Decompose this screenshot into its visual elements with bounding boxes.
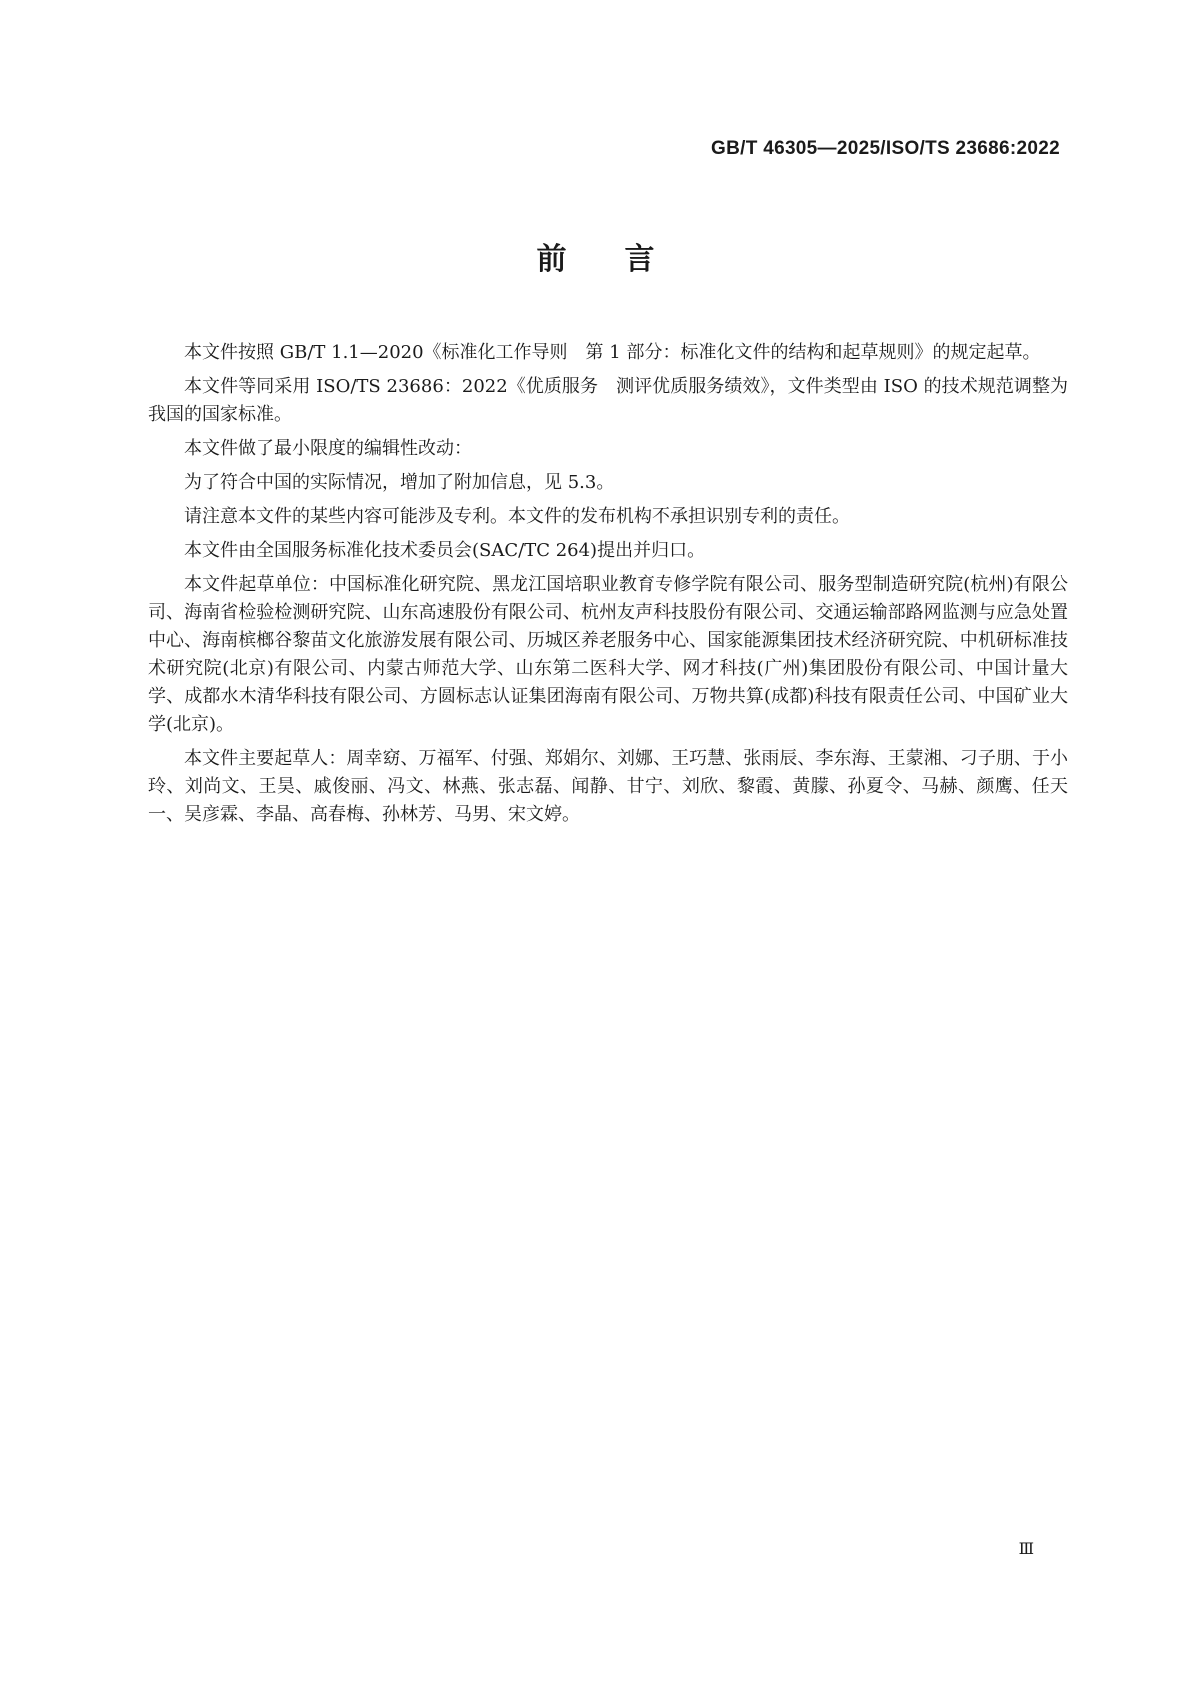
paragraph-adoption: 本文件等同采用 ISO/TS 23686：2022《优质服务 测评优质服务绩效》，文件类型由 ISO 的技术规范调整为我国的国家标准。 bbox=[148, 376, 1068, 425]
paragraph-drafting-units: 本文件起草单位：中国标准化研究院、黑龙江国培职业教育专修学院有限公司、服务型制造研究院(杭州)有限公司、海南省检验检测研究院、山东高速股份有限公司、杭州友声科技股份有限公司、交通运输部路网监测与应急处置中心、海南槟榔谷黎苗文化旅游发展有限公司、历城区养老服务中心、国家能源集团技术经济研究院、中机研标准技术研究院(北京)有限公司、内蒙古师范大学、山东第二医科大学、网才科技(广州)集团股份有限公司、中国计量大学、成都水木清华科技有限公司、方圆标志认证集团海南有限公司、万物共算(成都)科技有限责任公司、中国矿业大学(北京)。 bbox=[148, 574, 1068, 735]
paragraph-additional-info: 为了符合中国的实际情况，增加了附加信息，见 5.3。 bbox=[184, 472, 615, 493]
document-body bbox=[148, 339, 1068, 835]
standard-code: GB/T 46305—2025/ISO/TS 23686:2022 bbox=[711, 138, 1060, 159]
page-number: Ⅲ bbox=[1018, 1539, 1033, 1558]
paragraph-patent-notice: 请注意本文件的某些内容可能涉及专利。本文件的发布机构不承担识别专利的责任。 bbox=[184, 506, 850, 527]
page-title: 前言 bbox=[536, 242, 713, 277]
paragraph-drafting-rules: 本文件按照 GB/T 1.1—2020《标准化工作导则 第 1 部分：标准化文件的结构和起草规则》的规定起草。 bbox=[184, 342, 1041, 363]
paragraph-proposer: 本文件由全国服务标准化技术委员会(SAC/TC 264)提出并归口。 bbox=[184, 540, 706, 561]
paragraph-drafters: 本文件主要起草人：周幸窈、万福军、付强、郑娟尔、刘娜、王巧慧、张雨辰、李东海、王蒙湘、刁子朋、于小玲、刘尚文、王昊、戚俊丽、冯文、林燕、张志磊、闻静、甘宁、刘欣、黎霞、黄朦、孙夏令、马赫、颜鹰、任天一、吴彦霖、李晶、高春梅、孙林芳、马男、宋文婷。 bbox=[148, 748, 1068, 825]
paragraph-editorial-changes: 本文件做了最小限度的编辑性改动： bbox=[184, 438, 472, 459]
